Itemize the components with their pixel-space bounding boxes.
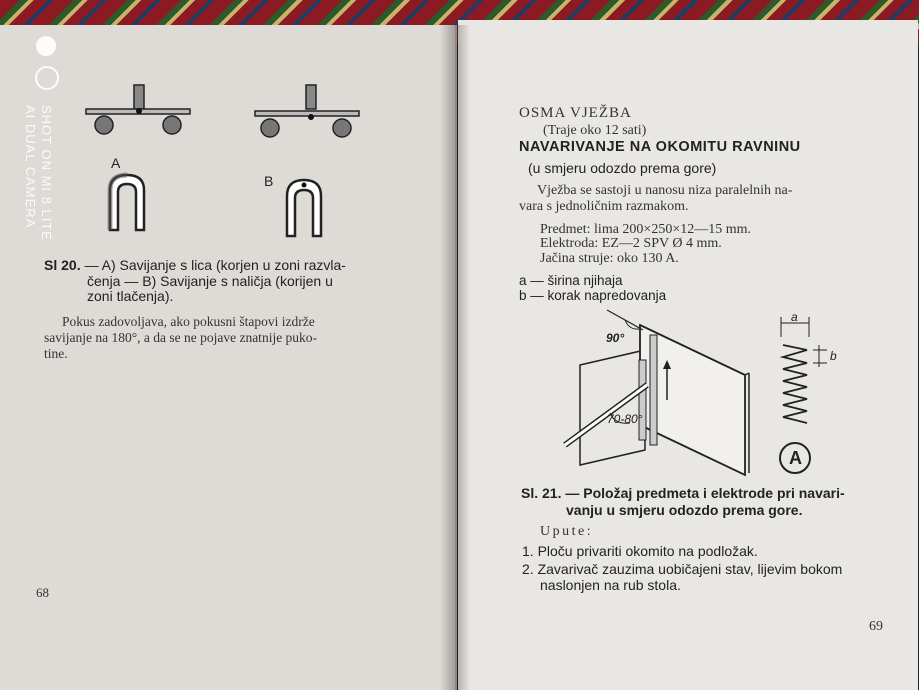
circle-a-label: A [789,448,802,468]
watermark-ring-icon [35,66,59,90]
figure-21-caption-line1 [521,485,845,501]
figure-21-caption-line2: vanju u smjeru odozdo prema gore. [566,502,803,518]
figure-21-caption-text1: — Položaj predmeta i elektrode pri navari- [561,485,845,501]
figure-20-caption-line1 [44,257,346,273]
watermark-line2: AI DUAL CAMERA [23,105,38,229]
left-body-line3: tine. [44,346,68,361]
figure-label-a: A [111,155,121,171]
step-2-line2: naslonjen na rub stola. [540,577,681,593]
dim-b-label: b [830,349,837,363]
figure-20-caption-text1: — A) Savijanje s lica (korjen u zoni razvla- [80,257,346,273]
figure-20-caption-line3: zoni tlačenja). [87,288,174,304]
figure-20-drawing [80,80,380,250]
left-page-number: 68 [36,585,49,600]
exercise-title: OSMA VJEŽBA [519,105,632,121]
legend-b: b — korak napredovanja [519,288,667,303]
spec-jacina: Jačina struje: oko 130 A. [540,251,679,266]
watermark-line1: SHOT ON MI 8 LITE [39,105,54,241]
intro-line1: Vježba se sastoji u nanosu niza paralelnih na- [537,183,793,198]
section-subheading: (u smjeru odozdo prema gore) [528,160,717,176]
figure-20-caption-line2: čenja — B) Savijanje s naličja (korijen u [87,273,333,289]
spec-predmet: Predmet: lima 200×250×12—15 mm. [540,222,751,237]
left-body-line1: Pokus zadovoljava, ako pokusni štapovi izdrže [62,314,315,329]
spec-elektroda: Elektroda: EZ—2 SPV Ø 4 mm. [540,236,722,251]
book-gutter [440,25,470,690]
figure-21-caption-number: Sl. 21. [521,485,562,501]
watermark-dot-icon [36,36,56,56]
dim-a-label: a [791,310,798,324]
left-body-line2: savijanje na 180°, a da se ne pojave znatnije puko- [44,330,318,345]
right-page-number: 69 [869,619,883,634]
section-heading: NAVARIVANJE NA OKOMITU RAVNINU [519,139,801,155]
angle-90-label: 90° [606,331,625,345]
exercise-duration: (Traje oko 12 sati) [543,123,647,138]
step-2-line1: 2. Zavarivač zauzima uobičajeni stav, lijevim bokom [522,561,843,577]
legend-a: a — širina njihaja [519,273,623,288]
camera-watermark [22,105,54,241]
step-1: 1. Ploču privariti okomito na podložak. [522,543,758,559]
figure-label-b: B [264,173,274,189]
figure-20-caption-number: Sl 20. [44,257,81,273]
angle-7080-label: 70-80° [607,412,643,426]
intro-line2: vara s jednoličnim razmakom. [519,199,689,214]
upute-heading: Upute: [540,524,594,539]
